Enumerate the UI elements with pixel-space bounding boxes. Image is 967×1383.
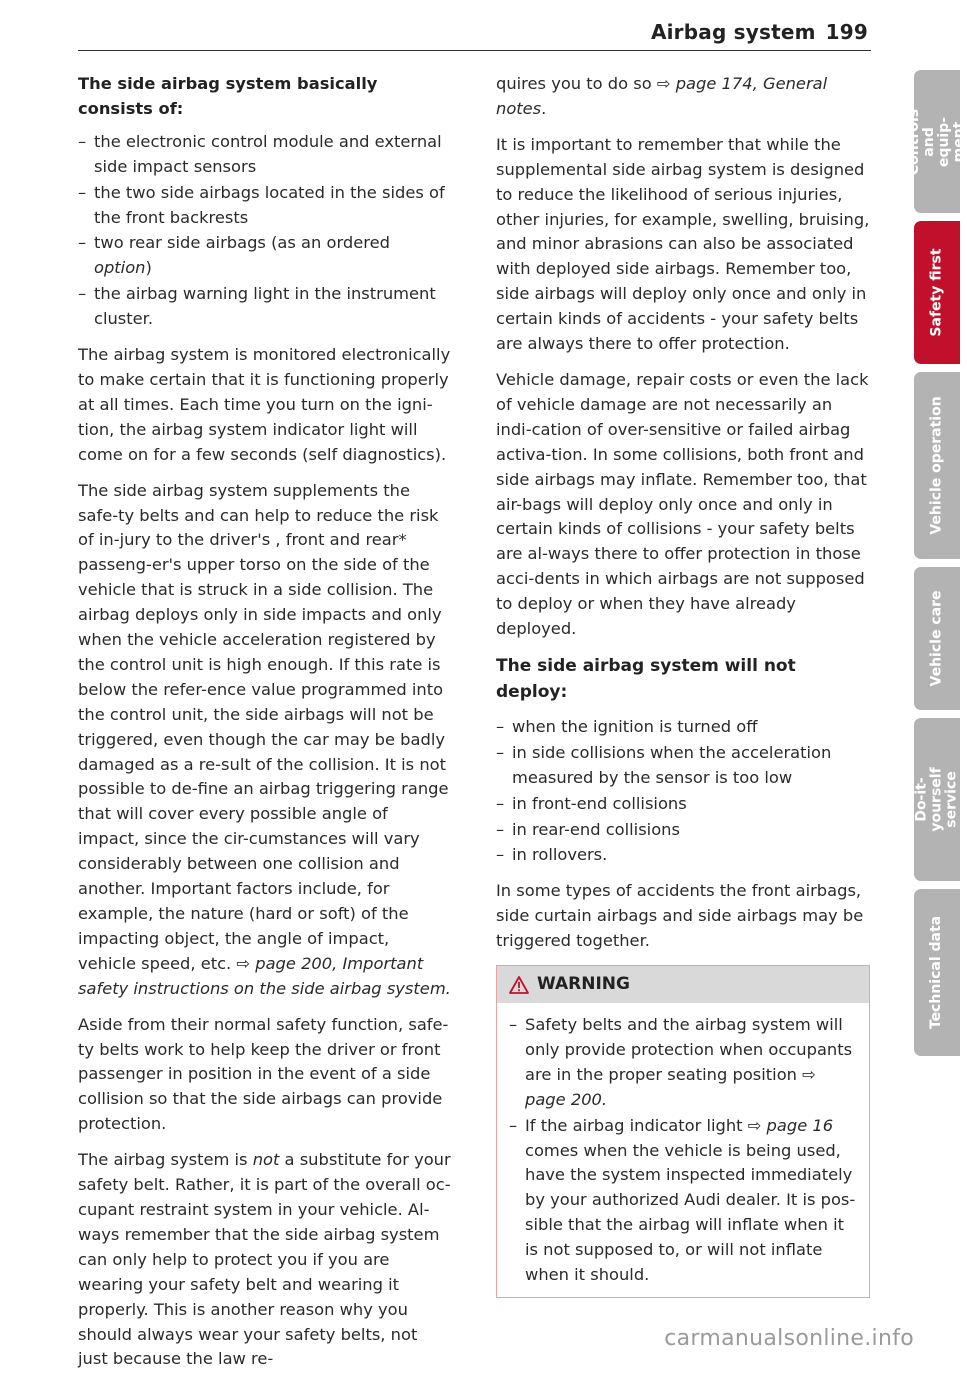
paragraph: Vehicle damage, repair costs or even the lack of vehicle damage are not necessarily an indi-cation of over-sensitive or failed airbag activa-tion. In some collisions, both front and side airbags may inflate. Remember too, that air-bags will deploy only once and only in certain kinds of collisions - your safety belts are al-ways there to offer protection in those acci-dents in which airbags are not supposed to deploy or when they have already deployed. xyxy=(496,369,869,639)
list-item: – If the airbag indicator light ⇨ page 16 comes when the vehicle is being used, have the system inspected immediately by your authorized Audi dealer. It is pos-sible that the airbag will inflate when it is not supposed to, or will not inflate when it should. xyxy=(509,1114,857,1288)
list-item: – in rear-end collisions xyxy=(496,818,870,843)
components-heading: The side airbag system basically consists of: xyxy=(78,74,378,118)
paragraph: In some types of accidents the front airbags, side curtain airbags and side airbags may be triggered together. xyxy=(496,881,864,951)
components-list xyxy=(78,130,452,332)
warning-header xyxy=(497,966,869,1003)
list-item: – the airbag warning light in the instrument cluster. xyxy=(78,282,452,332)
warning-triangle-icon xyxy=(509,976,529,994)
warning-body xyxy=(497,1003,869,1297)
list-item: – in front-end collisions xyxy=(496,792,870,817)
paragraph: The airbag system is monitored electronically to make certain that it is functioning properly at all times. Each time you turn on the igni-tion, the airbag system indicator light will come on for a few seconds (self diagnostics). xyxy=(78,345,451,464)
list-item: – two rear side airbags (as an ordered option) xyxy=(78,231,452,281)
page-reference-link[interactable]: ⇨ page 200, Important safety instructions on the side airbag system. xyxy=(78,953,451,998)
paragraph: It is important to remember that while the supplemental side airbag system is designed to reduce the likelihood of serious injuries, other injuries, for example, swelling, bruising, and minor abrasions can also be associated with deployed side airbags. Remember too, side airbags will deploy only once and only in certain kinds of accidents - your safety belts are always there to offer protection. xyxy=(496,134,870,354)
page-header xyxy=(651,20,868,44)
tab-safety-first[interactable]: Safety first xyxy=(914,221,960,364)
paragraph: The airbag system is not a substitute for your safety belt. Rather, it is part of the overall oc-cupant restraint system in your vehicle. Al-ways remember that the side airbag system can only help to protect you if you are wearing your safety belt and wearing it properly. This is another reason why you should always wear your safety belts, not just because the law re- xyxy=(78,1150,451,1369)
tab-vehicle-operation[interactable]: Vehicle operation xyxy=(914,372,960,559)
tab-technical-data[interactable]: Technical data xyxy=(914,889,960,1056)
section-title: Airbag system xyxy=(650,20,816,44)
paragraph: The side airbag system supplements the safe-ty belts and can help to reduce the risk of in-jury to the driver's , front and rear* passeng-er's upper torso on the side of the vehicle that is struck in a side collision. The airbag deploys only in side impacts and only when the vehicle acceleration registered by the control unit is high enough. If this rate is below the refer-ence value programmed into the control unit, the side airbags will not be triggered, even though the car may be badly damaged as a re-sult of the collision. It is not possible to de-fine an airbag triggering range that will cover every possible angle of impact, since the cir-cumstances will vary considerably between one collision and another. Important factors include, for example, the nature (hard or soft) of the impacting object, the angle of impact, vehicle speed, etc. ⇨ page 200, Important safety instructions on the side airbag system. xyxy=(78,480,451,998)
right-column xyxy=(496,72,870,1298)
list-item: – Safety belts and the airbag system will only provide protection when occupants are in the proper seating position ⇨ page 200. xyxy=(509,1013,857,1113)
warning-box xyxy=(496,965,870,1298)
list-item: – the electronic control module and external side impact sensors xyxy=(78,130,452,180)
list-item: – in rollovers. xyxy=(496,843,870,868)
list-item: – the two side airbags located in the sides of the front backrests xyxy=(78,181,452,231)
tab-do-it-yourself-service[interactable]: Do-it-yourself service xyxy=(914,718,960,881)
list-item: – when the ignition is turned off xyxy=(496,715,870,740)
left-column xyxy=(78,72,452,1383)
not-deploy-heading: The side airbag system will not deploy: xyxy=(496,655,796,702)
page-reference-link[interactable]: ⇨ page 174, General notes xyxy=(496,74,828,118)
warning-title: WARNING xyxy=(537,974,630,995)
warning-list xyxy=(509,1013,857,1288)
page-reference-link[interactable]: ⇨ page 200. xyxy=(525,1064,816,1109)
tab-controls-and-equipment[interactable]: Controls and equip-ment xyxy=(914,70,960,213)
header-rule xyxy=(78,50,871,51)
page-reference-link[interactable]: ⇨ page 16 xyxy=(747,1115,834,1135)
not-deploy-list xyxy=(496,715,870,868)
page-number: 199 xyxy=(825,20,868,44)
list-item: – in side collisions when the acceleration measured by the sensor is too low xyxy=(496,741,870,791)
paragraph: quires you to do so ⇨ page 174, General notes. xyxy=(496,74,828,118)
tab-vehicle-care[interactable]: Vehicle care xyxy=(914,567,960,710)
paragraph: Aside from their normal safety function, safe-ty belts work to help keep the driver or front passenger in position in the event of a side collision so that the side airbags can provide protection. xyxy=(78,1014,449,1134)
watermark: carmanualsonline.info xyxy=(664,1326,914,1351)
